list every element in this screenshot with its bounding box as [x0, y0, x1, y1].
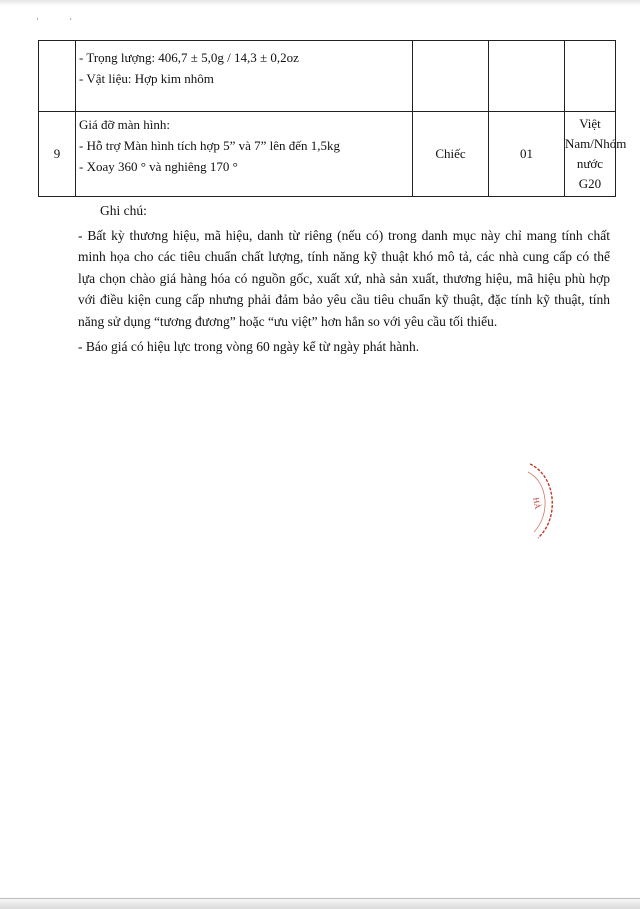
origin-line: Việt	[579, 116, 601, 131]
notes-title: Ghi chú:	[100, 203, 147, 218]
desc-line: - Trọng lượng: 406,7 ± 5,0g / 14,3 ± 0,2oz	[79, 50, 299, 65]
origin-line: Nam/Nhóm	[565, 136, 627, 151]
cell-no: 9	[39, 112, 76, 197]
cell-unit	[413, 41, 489, 112]
table-row	[39, 112, 616, 197]
cell-qty: 01	[489, 112, 565, 197]
equipment-table	[38, 40, 627, 197]
desc-line: - Hỗ trợ Màn hình tích hợp 5” và 7” lên đến 1,5kg	[79, 138, 341, 153]
page-bottom-line	[0, 898, 640, 899]
desc-line: - Vật liệu: Hợp kim nhôm	[79, 71, 214, 86]
cell-unit: Chiếc	[413, 112, 489, 197]
cell-description	[76, 112, 413, 197]
origin-line: nước G20	[576, 156, 604, 191]
table-row	[39, 41, 616, 112]
notes-section	[78, 200, 610, 362]
note-paragraph: - Báo giá có hiệu lực trong vòng 60 ngày kể từ ngày phát hành.	[78, 339, 420, 354]
stamp-text: HÀ	[531, 496, 543, 510]
note-paragraph: - Bất kỳ thương hiệu, mã hiệu, danh từ riêng (nếu có) trong danh mục này chỉ mang tính chất minh họa cho các tiêu chuẩn chất lượng, tính năng kỹ thuật khó mô tả, các nhà cung cấp có thể lựa chọn chào giá hàng hóa có nguồn gốc, xuất xứ, nhà sản xuất, thương hiệu, mã hiệu phù hợp với điều kiện cung cấp nhưng phải đảm bảo yêu cầu tiêu chuẩn kỹ thuật, đặc tính kỹ thuật, tính năng sử dụng “tương đương” hoặc “ưu việt” hơn hẳn so với yêu cầu tối thiểu.	[78, 227, 610, 329]
cell-origin	[565, 112, 627, 197]
cell-description	[76, 41, 413, 112]
cell-qty	[489, 41, 565, 112]
desc-line: - Xoay 360 ° và nghiêng 170 °	[79, 159, 238, 174]
red-stamp-fragment	[516, 462, 560, 540]
scan-marks: · ·	[36, 14, 87, 24]
page-top-edge	[0, 0, 640, 6]
cell-no	[39, 41, 76, 112]
desc-line: Giá đỡ màn hình:	[79, 117, 170, 132]
cell-origin	[565, 41, 616, 112]
